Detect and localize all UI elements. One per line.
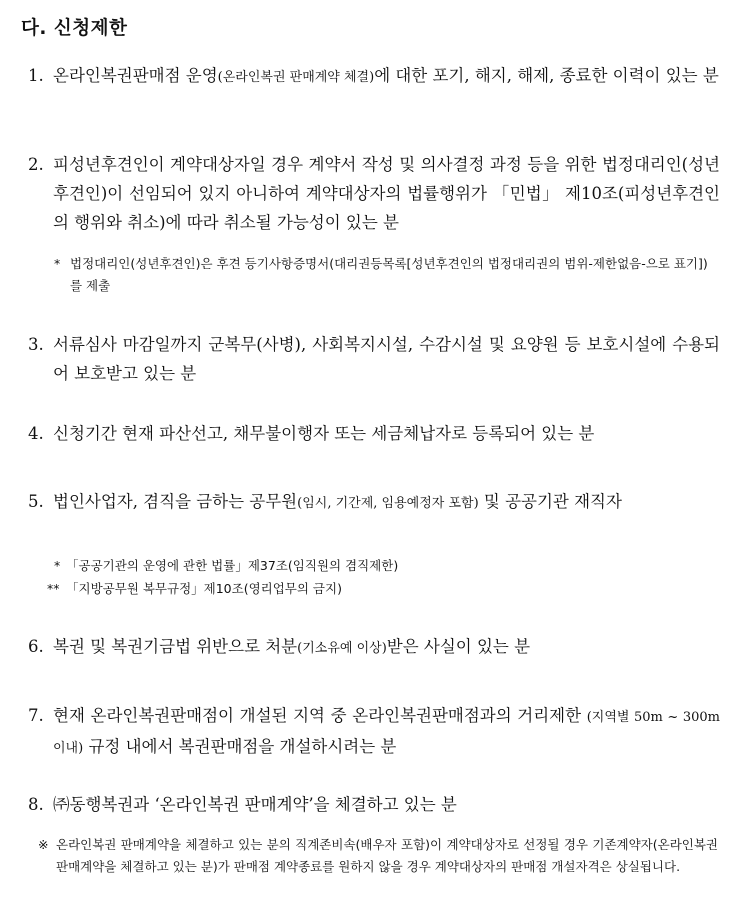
restriction-item-5: [28, 487, 720, 518]
footnote-legal-representative: * 법정대리인(성년후견인)은 후견 등기사항증명서(대리권등목록[성년후견인의 법정대리권의 범위-제한없음-으로 표기])를 제출: [54, 256, 708, 293]
footnote-public-institution-law: * 「공공기관의 운영에 관한 법률」제37조(임직원의 겸직제한): [54, 558, 399, 573]
item-text: 복권 및 복권기금법 위반으로 처분(기소유예 이상)받은 사실이 있는 분: [53, 637, 531, 656]
footnote-local-official-rules: ** 「지방공무원 복무규정」제10조(영리업무의 금지): [47, 581, 342, 596]
restriction-item-6: [28, 632, 720, 663]
final-notice: ※ 온라인복권 판매계약을 체결하고 있는 분의 직계존비속(배우자 포함)이 계약대상자로 선정될 경우 기존계약자(온라인복권 판매계약을 체결하고 있는 분)가 판매점 계약종료를 원하지 않을 경우 계약대상자의 판매점 개설자격은 상실됩니다.: [38, 837, 718, 874]
restriction-item-7: [28, 701, 720, 763]
item-number: 8.: [28, 795, 44, 814]
item-number: 1.: [28, 66, 44, 85]
item-text: 법인사업자, 겸직을 금하는 공무원(임시, 기간제, 임용예정자 포함) 및 공공기관 재직자: [53, 492, 622, 511]
item-text: 온라인복권판매점 운영(온라인복권 판매계약 체결)에 대한 포기, 해지, 해제, 종료한 이력이 있는 분: [53, 66, 719, 85]
item-text: 피성년후견인이 계약대상자일 경우 계약서 작성 및 의사결정 과정 등을 위한 법정대리인(성년후견인)이 선임되어 있지 아니하여 계약대상자의 법률행위가 「민법」 제10조(피성년후견인의 행위와 취소)에 따라 취소될 가능성이 있는 분: [53, 155, 720, 232]
item-number: 5.: [28, 492, 44, 511]
item-text: ㈜동행복권과 ‘온라인복권 판매계약’을 체결하고 있는 분: [53, 795, 457, 814]
section-heading: 다. 신청제한: [21, 18, 128, 39]
restriction-item-1: [28, 61, 720, 92]
item-text: 서류심사 마감일까지 군복무(사병), 사회복지시설, 수감시설 및 요양원 등 보호시설에 수용되어 보호받고 있는 분: [53, 335, 720, 383]
item-text: 신청기간 현재 파산선고, 채무불이행자 또는 세금체납자로 등록되어 있는 분: [53, 424, 595, 443]
item-number: 3.: [28, 335, 44, 354]
restriction-item-4: [28, 419, 720, 448]
item-text: 현재 온라인복권판매점이 개설된 지역 중 온라인복권판매점과의 거리제한 (지역별 50m ~ 300m 이내) 규정 내에서 복권판매점을 개설하시려는 분: [53, 706, 721, 756]
restriction-item-2: [28, 150, 720, 237]
restriction-item-3: [28, 330, 720, 388]
item-number: 2.: [28, 155, 44, 174]
restriction-item-8: [28, 790, 720, 819]
item-number: 6.: [28, 637, 44, 656]
item-number: 4.: [28, 424, 44, 443]
item-number: 7.: [28, 706, 44, 725]
